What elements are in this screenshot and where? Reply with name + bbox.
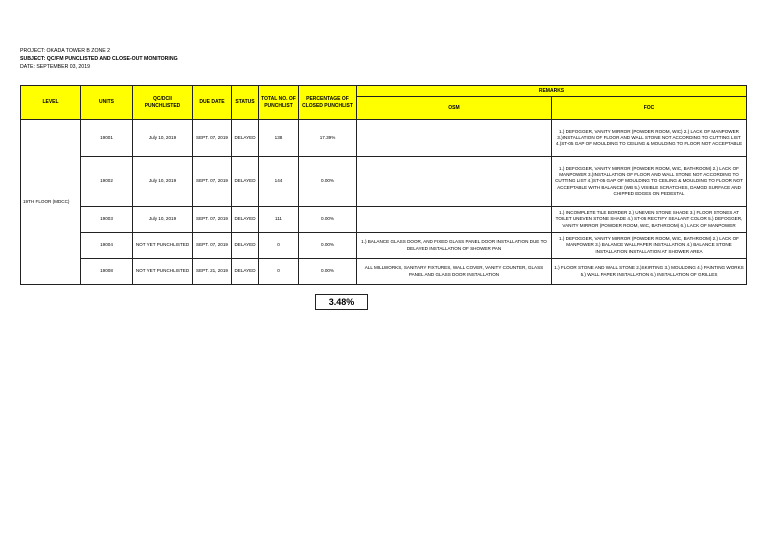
col-header-units: UNITS xyxy=(81,86,133,120)
col-header-osm: OSM xyxy=(357,97,552,120)
table-row xyxy=(21,259,747,285)
unit-cell: 19008 xyxy=(81,259,133,285)
percentage-cell: 17.39% xyxy=(299,120,357,157)
due-date-cell: SEPT. 07, 2019 xyxy=(193,207,232,233)
foc-cell: 1.) DEFOGGER, VANITY MIRROR (POWDER ROOM, WIC) 2.) LACK OF MANPOWER 3.)INSTALLATION OF FLOOR AND WALL STONE NOT ACCORDING TO CUTTING LIST 4.)ST-05 GAP OF MOULDING TO CEILING & MOULDING TO FLOOR NOT ACCEPTABLE xyxy=(552,120,747,157)
date-line: DATE: SEPTEMBER 03, 2019 xyxy=(20,64,90,70)
due-date-cell: SEPT. 07, 2019 xyxy=(193,120,232,157)
total-cell: 0 xyxy=(259,233,299,259)
punchlist-table xyxy=(20,85,747,285)
foc-cell: 1.) INCOMPLETE TILE BORDER 2.) UNEVEN STONE SHADE 3.) FLOOR STONES AT TOILET UNEVEN STONE SHADE 4.) ST-05 RECTIFY SEALANT COLOR 5.) DEFOGGER, VANITY MIRROR (POWDER ROOM, WIC, BATHROOM) 6.) LACK OF MANPOWER xyxy=(552,207,747,233)
col-header-remarks: REMARKS xyxy=(357,86,747,97)
status-cell: DELAYED xyxy=(232,207,259,233)
percentage-cell: 0.00% xyxy=(299,233,357,259)
col-header-punchlisted: QC/DCII PUNCHLISTED xyxy=(133,86,193,120)
punchlisted-cell: NOT YET PUNCHLISTED xyxy=(133,259,193,285)
table-row xyxy=(21,233,747,259)
percentage-cell: 0.00% xyxy=(299,259,357,285)
unit-cell: 19004 xyxy=(81,233,133,259)
subject-line: SUBJECT: QC/FM PUNCLISTED AND CLOSE-OUT MONITORING xyxy=(20,56,178,62)
unit-cell: 19003 xyxy=(81,207,133,233)
status-cell: DELAYED xyxy=(232,259,259,285)
punchlisted-cell: July 10, 2019 xyxy=(133,157,193,207)
punchlisted-cell: NOT YET PUNCHLISTED xyxy=(133,233,193,259)
status-cell: DELAYED xyxy=(232,157,259,207)
average-percentage-box: 3.48% xyxy=(315,294,368,310)
due-date-cell: SEPT. 07, 2019 xyxy=(193,157,232,207)
status-cell: DELAYED xyxy=(232,120,259,157)
col-header-foc: FOC xyxy=(552,97,747,120)
col-header-total: TOTAL NO. OF PUNCHLIST xyxy=(259,86,299,120)
punchlisted-cell: July 10, 2019 xyxy=(133,120,193,157)
osm-cell xyxy=(357,157,552,207)
foc-cell: 1.) DEFOGGER, VANITY MIRROR (POWDER ROOM, WIC, BATHROOM) 2.) LACK OF MANPOWER 3.)INSTALLATION OF FLOOR AND WALL STONE NOT ACCORDING TO CUTTING LIST 4.)ST-05 GAP OF MOULDING TO CEILING & MOULDING TO FLOOR NOT ACCEPTABLE WITH BALANCE (WB 5.) VISIBLE SCRATCHES, DAMGD SURFACE AND CHIPPED EDGES ON PEDESTAL xyxy=(552,157,747,207)
col-header-percentage: PERCENTAGE OF CLOSED PUNCHLIST xyxy=(299,86,357,120)
osm-cell: 1.) BALANCE GLASS DOOR, AND FIXED GLASS PANEL DOOR INSTALLATION DUE TO DELAYED INSTALLATION OF SHOWER PAN xyxy=(357,233,552,259)
osm-cell xyxy=(357,207,552,233)
due-date-cell: SEPT. 21, 2019 xyxy=(193,259,232,285)
col-header-due-date: DUE DATE xyxy=(193,86,232,120)
unit-cell: 19002 xyxy=(81,157,133,207)
col-header-status: STATUS xyxy=(232,86,259,120)
status-cell: DELAYED xyxy=(232,233,259,259)
table-row xyxy=(21,157,747,207)
unit-cell: 19001 xyxy=(81,120,133,157)
total-cell: 138 xyxy=(259,120,299,157)
total-cell: 0 xyxy=(259,259,299,285)
percentage-cell: 0.00% xyxy=(299,207,357,233)
project-line: PROJECT: OKADA TOWER B ZONE 2 xyxy=(20,48,111,54)
osm-cell: ALL MILLWORKS, SANITARY FIXTURES, WALL COVER, VANITY COUNTER, GLASS PANEL AND GLASS DOOR INSTALLATION xyxy=(357,259,552,285)
percentage-cell: 0.00% xyxy=(299,157,357,207)
col-header-level: LEVEL xyxy=(21,86,81,120)
osm-cell xyxy=(357,120,552,157)
foc-cell: 1.) FLOOR STONE AND WALL STONE 2.)SKIRTING 3.) MOULDING 4.) PAINTING WORKS 5.) WALL PAPER INSTALLATION 6.) INSTALLATION OF GRILLES xyxy=(552,259,747,285)
table-row xyxy=(21,120,747,157)
level-cell: 19TH FLOOR (MDCC) xyxy=(21,120,81,285)
total-cell: 111 xyxy=(259,207,299,233)
due-date-cell: SEPT. 07, 2019 xyxy=(193,233,232,259)
punchlisted-cell: July 10, 2019 xyxy=(133,207,193,233)
table-row xyxy=(21,207,747,233)
total-cell: 144 xyxy=(259,157,299,207)
foc-cell: 1.) DEFOGGER, VANITY MIRROR (POWDER ROOM, WIC, BATHROOM) 2.) LACK OF MANPOWER 3.) BALANCE WALLPAPER INSTALLATION 4.) BALANCE STONE INSTALLATION INSTALLATION AT SHOWER AREA xyxy=(552,233,747,259)
